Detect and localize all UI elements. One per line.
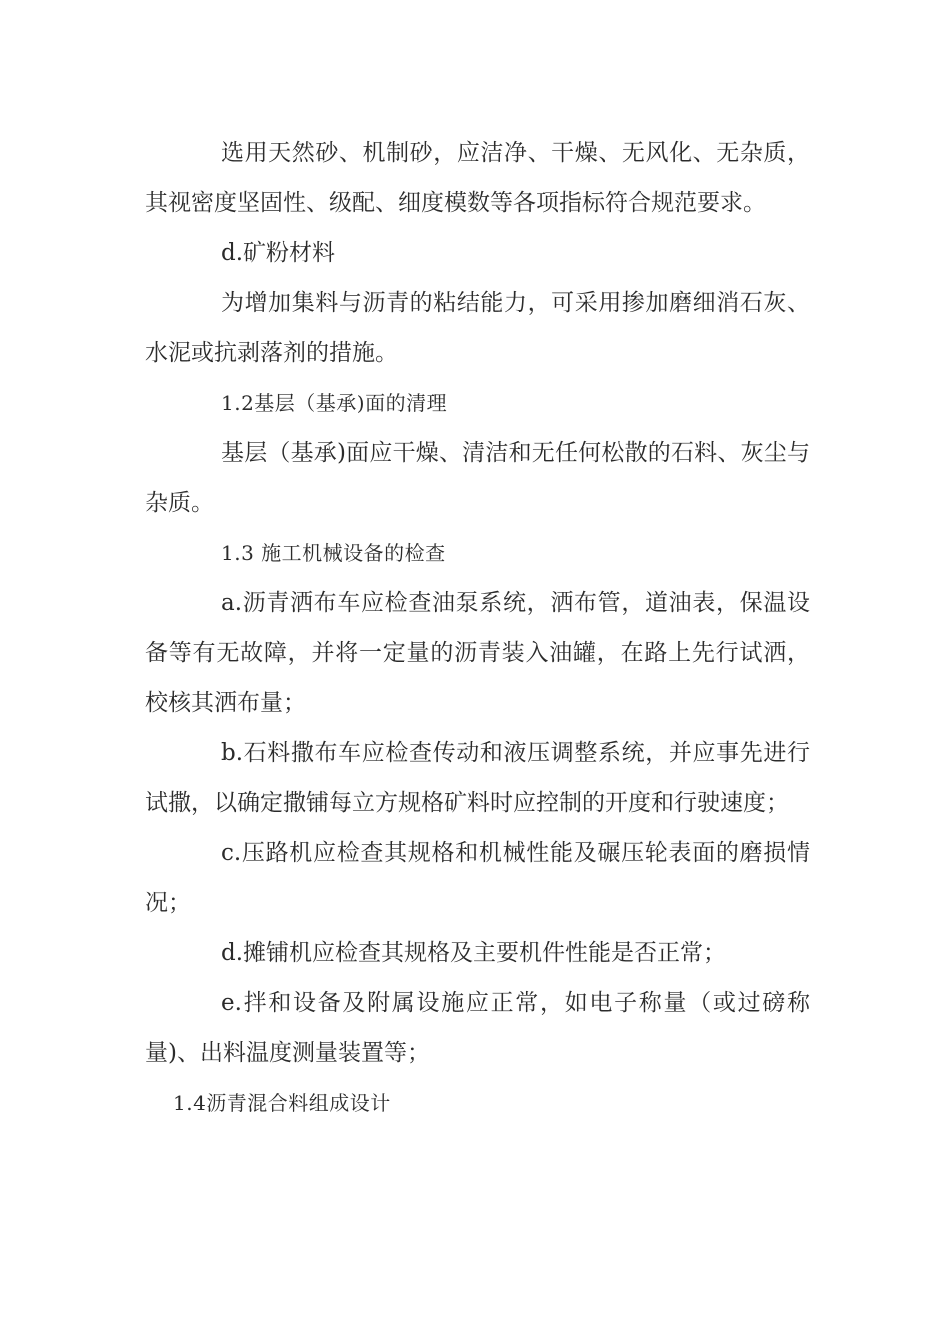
paragraph-mixing-plant: e.拌和设备及附属设施应正常，如电子称量（或过磅称量)、出料温度测量装置等； (145, 990, 810, 1066)
paragraph-base-cleaning: 基层（基承)面应干燥、清洁和无任何松散的石料、灰尘与杂质。 (145, 440, 810, 516)
paragraph-paver: d.摊铺机应检查其规格及主要机件性能是否正常； (221, 940, 727, 966)
paragraph-adhesion-measures: 为增加集料与沥青的粘结能力，可采用掺加磨细消石灰、水泥或抗剥落剂的措施。 (145, 290, 810, 366)
paragraph-chip-spreader: b.石料撒布车应检查传动和液压调整系统，并应事先进行试撒，以确定撒铺每立方规格矿料时应控制的开度和行驶速度； (145, 740, 810, 816)
heading-base-cleaning: 1.2基层（基承)面的清理 (221, 391, 448, 415)
paragraph-sand-requirements: 选用天然砂、机制砂，应洁净、干燥、无风化、无杂质，其视密度坚固性、级配、细度模数等各项指标符合规范要求。 (145, 140, 810, 216)
paragraph-asphalt-sprayer: a.沥青洒布车应检查油泵系统，洒布管，道油表，保温设备等有无故障，并将一定量的沥青装入油罐，在路上先行试洒，校核其洒布量； (145, 590, 810, 716)
heading-mix-design: 1.4沥青混合料组成设计 (173, 1091, 391, 1115)
paragraph-roller: c.压路机应检查其规格和机械性能及碾压轮表面的磨损情况； (145, 840, 810, 916)
heading-mineral-powder: d.矿粉材料 (221, 240, 336, 266)
document-body (145, 128, 810, 1128)
heading-equipment-check: 1.3 施工机械设备的检查 (221, 541, 446, 565)
